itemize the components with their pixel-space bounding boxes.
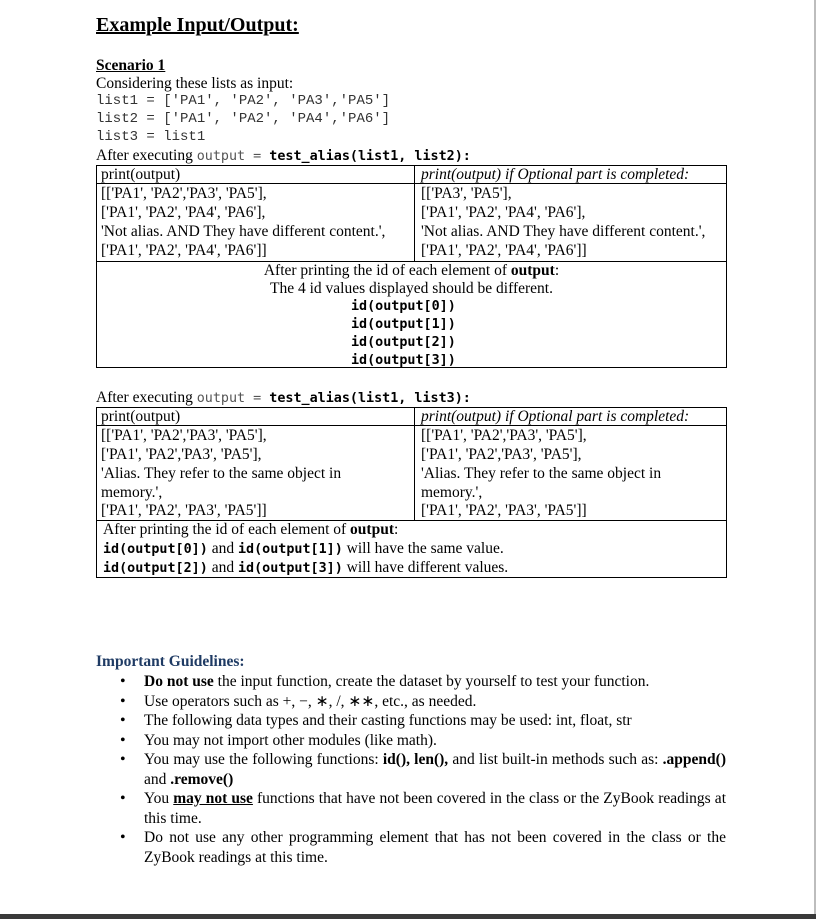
right-output-line: ['PA1', 'PA2','PA3', 'PA5'], bbox=[421, 446, 582, 463]
scenario-1-table bbox=[96, 165, 727, 368]
section-heading: Example Input/Output: bbox=[96, 14, 299, 36]
left-output-line: 'Alias. They refer to the same object in bbox=[101, 465, 342, 482]
scenario-1-intro: Considering these lists as input: bbox=[96, 75, 294, 92]
scenario-1-call bbox=[96, 147, 471, 166]
footer-text: After printing the id of each element of bbox=[103, 521, 347, 538]
left-output-line: ['PA1', 'PA2','PA3', 'PA5'], bbox=[101, 446, 262, 463]
guideline-item: • The following data types and their casting functions may be used: int, float, str bbox=[114, 711, 726, 731]
right-header: print(output) if Optional part is completed: bbox=[421, 408, 690, 425]
after-executing-text: After executing bbox=[96, 147, 193, 164]
id-call: id(output[0]) bbox=[103, 542, 208, 557]
footer-colon: : bbox=[393, 521, 399, 538]
left-output-line: ['PA1', 'PA2', 'PA4', 'PA6']] bbox=[101, 242, 267, 259]
footer-text: After printing the id of each element of bbox=[263, 262, 508, 279]
output-var: output bbox=[196, 391, 246, 406]
id-call-line: id(output[3]) bbox=[351, 353, 456, 368]
guideline-text: and list built-in methods such as: bbox=[448, 751, 663, 768]
guideline-text: You bbox=[144, 790, 174, 807]
footer-output-word: output bbox=[510, 262, 555, 279]
call-expression: test_alias(list1, list2): bbox=[269, 149, 471, 164]
right-output-line: 'Not alias. AND They have different content.', bbox=[421, 223, 706, 240]
left-output-line: [['PA1', 'PA2','PA3', 'PA5'], bbox=[101, 185, 267, 202]
left-output-line: [['PA1', 'PA2','PA3', 'PA5'], bbox=[101, 427, 267, 444]
guideline-text: the input function, create the dataset by yourself to test your function. bbox=[213, 673, 650, 690]
footer-colon: : bbox=[554, 262, 560, 279]
id-call-line: id(output[0]) bbox=[351, 299, 456, 314]
right-output-line: [['PA3', 'PA5'], bbox=[421, 185, 512, 202]
right-output-line: 'Alias. They refer to the same object in bbox=[421, 465, 662, 482]
guideline-item bbox=[114, 789, 726, 828]
guideline-method: .remove() bbox=[170, 770, 234, 788]
left-output-line: memory.', bbox=[101, 484, 163, 501]
id-call-line: id(output[1]) bbox=[351, 317, 456, 332]
guideline-text: You may use the following functions: bbox=[144, 751, 383, 768]
list3-definition: list3 = list1 bbox=[96, 129, 206, 145]
id-footer-line-2: The 4 id values displayed should be different. bbox=[270, 280, 553, 297]
and-text: and bbox=[207, 559, 238, 576]
left-output-line: ['PA1', 'PA2', 'PA3', 'PA5']] bbox=[101, 502, 267, 519]
guideline-emphasis: Do not use bbox=[144, 673, 214, 690]
id-footer-line-1 bbox=[97, 262, 726, 280]
id-call: id(output[1]) bbox=[237, 542, 343, 557]
equals-sign: = bbox=[245, 391, 270, 406]
scenario-2-table bbox=[96, 407, 727, 578]
left-header: print(output) bbox=[101, 166, 181, 183]
id-footer-line bbox=[103, 521, 398, 539]
call-expression: test_alias(list1, list3): bbox=[269, 391, 471, 406]
guideline-item bbox=[114, 750, 726, 789]
after-executing-text: After executing bbox=[96, 389, 193, 406]
different-value-text: will have different values. bbox=[342, 559, 509, 576]
scenario-1-title: Scenario 1 bbox=[96, 57, 166, 74]
scenario-2-call bbox=[96, 389, 471, 408]
left-output-line: 'Not alias. AND They have different content.', bbox=[101, 223, 386, 240]
and-text: and bbox=[207, 540, 238, 557]
guidelines-list bbox=[114, 672, 726, 867]
id-call-line: id(output[2]) bbox=[351, 335, 456, 350]
right-output-line: memory.', bbox=[421, 484, 483, 501]
column-divider bbox=[414, 166, 415, 261]
different-value-line bbox=[103, 559, 508, 578]
guideline-text: and bbox=[144, 770, 171, 788]
output-var: output bbox=[196, 149, 246, 164]
guideline-emphasis: may not use bbox=[173, 790, 253, 807]
guideline-method: .append() bbox=[662, 751, 726, 768]
guideline-text: functions that have not been covered in the class or the ZyBook readings at this time. bbox=[144, 790, 726, 827]
right-output-line: [['PA1', 'PA2','PA3', 'PA5'], bbox=[421, 427, 587, 444]
page-bottom-edge bbox=[0, 914, 816, 919]
id-call: id(output[2]) bbox=[103, 561, 208, 576]
list2-definition: list2 = ['PA1', 'PA2', 'PA4','PA6'] bbox=[96, 111, 391, 127]
equals-sign: = bbox=[245, 149, 270, 164]
list1-definition: list1 = ['PA1', 'PA2', 'PA3','PA5'] bbox=[96, 93, 391, 109]
guideline-item: • Use operators such as +, −, ∗, /, ∗∗, etc., as needed. bbox=[114, 692, 726, 712]
left-output-line: ['PA1', 'PA2', 'PA4', 'PA6'], bbox=[101, 204, 266, 221]
same-value-text: will have the same value. bbox=[342, 540, 504, 557]
guidelines-title: Important Guidelines: bbox=[96, 653, 245, 670]
left-header: print(output) bbox=[101, 408, 181, 425]
footer-output-word: output bbox=[350, 521, 394, 538]
guideline-item: • Do not use any other programming element that has not been covered in the class or the ZyBook readings at this time. bbox=[114, 828, 726, 867]
guideline-item bbox=[114, 672, 726, 692]
guideline-item: • You may not import other modules (like math). bbox=[114, 731, 726, 751]
id-call: id(output[3]) bbox=[237, 561, 343, 576]
right-header: print(output) if Optional part is completed: bbox=[421, 166, 690, 183]
right-output-line: ['PA1', 'PA2', 'PA3', 'PA5']] bbox=[421, 502, 587, 519]
right-output-line: ['PA1', 'PA2', 'PA4', 'PA6']] bbox=[421, 242, 587, 259]
same-value-line bbox=[103, 540, 504, 559]
right-output-line: ['PA1', 'PA2', 'PA4', 'PA6'], bbox=[421, 204, 586, 221]
guideline-functions: id(), len(), bbox=[382, 751, 449, 768]
